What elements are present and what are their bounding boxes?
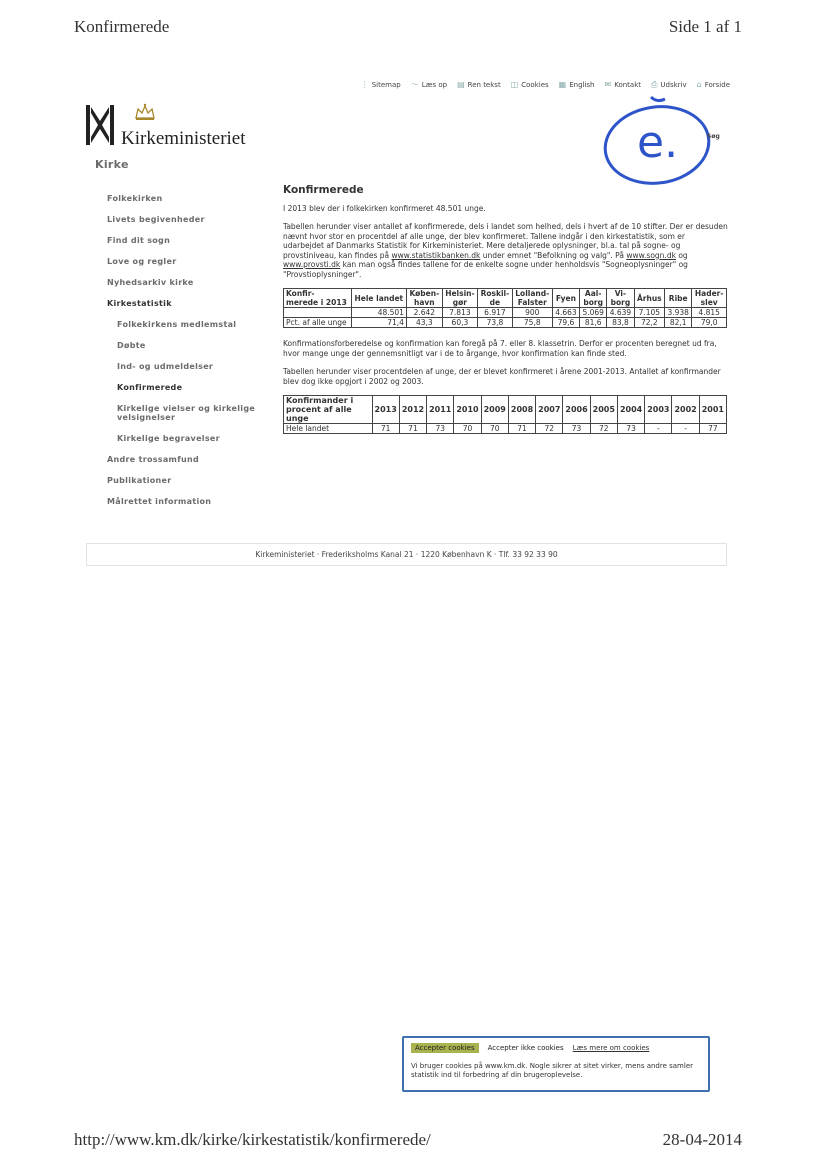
table-header-cell: 2007: [536, 396, 563, 424]
leftnav-item-livets-begivenheder[interactable]: Livets begivenheder: [107, 215, 205, 224]
table-cell: 83,8: [607, 318, 634, 328]
table-header-cell: 2006: [563, 396, 590, 424]
table-header-cell: Konfir- merede i 2013: [284, 289, 352, 308]
table-cell: -: [645, 424, 672, 434]
topnav-read-aloud[interactable]: 〜 Læs op: [410, 80, 448, 89]
table-cell: 60,3: [442, 318, 477, 328]
table-cell: Hele landet: [284, 424, 373, 434]
statistikbanken-link[interactable]: www.statistikbanken.dk: [391, 250, 481, 260]
home-icon: ⌂: [696, 80, 702, 89]
top-navigation: [361, 79, 730, 90]
leftnav-subitem-medlemstal[interactable]: Folkekirkens medlemstal: [117, 320, 237, 329]
leftnav-subitem-ind-og-udmeldelser[interactable]: Ind- og udmeldelser: [117, 362, 214, 371]
table-cell: 7.813: [442, 308, 477, 318]
table-header-cell: 2012: [399, 396, 426, 424]
table-cell: 71: [508, 424, 535, 434]
mail-icon: ✉: [604, 80, 612, 89]
site-logo[interactable]: [86, 103, 276, 151]
leftnav-item-kirkestatistik[interactable]: Kirkestatistik: [107, 299, 172, 308]
table-cell: 4.815: [692, 308, 727, 318]
table-header-cell: 2004: [617, 396, 644, 424]
table2-intro-paragraph: Tabellen herunder viser procentdelen af unge, der er blevet konfirmeret i årene 2001-2013. Antallet af konfirmander blev dog ikke opgjort i 2002 og 2003.: [283, 367, 721, 386]
crown-icon: [134, 103, 156, 121]
table-row: [284, 308, 727, 318]
table-cell: 4.639: [607, 308, 634, 318]
leftnav-item-publikationer[interactable]: Publikationer: [107, 476, 172, 485]
sogn-link[interactable]: www.sogn.dk: [626, 250, 676, 260]
speaker-icon: 〜: [410, 80, 419, 89]
cookie-info-link[interactable]: Læs mere om cookies: [572, 1044, 650, 1052]
intro-paragraph: I 2013 blev der i folkekirken konfirmeret 48.501 unge.: [283, 203, 486, 213]
table-cell: 81,6: [580, 318, 607, 328]
table-header-cell: Konfirmander i procent af alle unge: [284, 396, 373, 424]
logo-text: Kirkeministeriet: [121, 128, 246, 149]
svg-text:e.: e.: [637, 117, 679, 168]
table-header-cell: 2013: [372, 396, 399, 424]
table-cell: 7.105: [634, 308, 665, 318]
site-footer: Kirkeministeriet · Frederiksholms Kanal 21 · 1220 København K · Tlf. 33 92 33 90: [86, 543, 727, 566]
table-cell: 73,8: [478, 318, 513, 328]
cookie-icon: ◫: [510, 80, 519, 89]
print-footer-url: http://www.km.dk/kirke/kirkestatistik/konfirmerede/: [74, 1130, 431, 1149]
table-header-cell: 2003: [645, 396, 672, 424]
table-row: [284, 424, 727, 434]
table-cell: 4.663: [552, 308, 579, 318]
table-header-cell: Lolland- Falster: [512, 289, 552, 308]
print-footer-date: 28-04-2014: [662, 1130, 742, 1149]
table-cell: 73: [617, 424, 644, 434]
leftnav-item-folkekirken[interactable]: Folkekirken: [107, 194, 163, 203]
topnav-sitemap[interactable]: ⋮ Sitemap: [360, 80, 401, 89]
print-header-title: Konfirmerede: [74, 17, 170, 36]
table-cell: Pct. af alle unge: [284, 318, 352, 328]
table-cell: 70: [481, 424, 508, 434]
table-cell: 2.642: [406, 308, 442, 318]
left-navigation: [107, 194, 267, 518]
cookie-text: Vi bruger cookies på www.km.dk. Nogle sikrer at sitet virker, mens andre samler statistik ind til forbedring af din brugeroplevelse.: [411, 1062, 694, 1079]
leftnav-subitem-begravelser[interactable]: Kirkelige begravelser: [117, 434, 220, 443]
main-content: [283, 186, 728, 445]
topnav-cookies[interactable]: ◫ Cookies: [510, 80, 549, 89]
leftnav-item-nyhedsarkiv[interactable]: Nyhedsarkiv kirke: [107, 278, 194, 287]
table-cell: -: [672, 424, 699, 434]
flag-icon: ▦: [558, 80, 567, 89]
leftnav-subitem-vielser[interactable]: Kirkelige vielser og kirkelige velsignelser: [117, 404, 256, 422]
table-cell: 5.069: [580, 308, 607, 318]
table-header-cell: 2010: [454, 396, 481, 424]
table-cell: 6.917: [478, 308, 513, 318]
page-title: Konfirmerede: [283, 184, 364, 196]
search-link[interactable]: Søg: [707, 133, 720, 140]
table-cell: [284, 308, 352, 318]
text-icon: ▤: [457, 80, 465, 89]
leftnav-item-find-dit-sogn[interactable]: Find dit sogn: [107, 236, 171, 245]
topnav-english[interactable]: ▦ English: [558, 80, 595, 89]
cookie-banner: [402, 1036, 710, 1092]
reject-cookies-button[interactable]: Accepter ikke cookies: [487, 1044, 564, 1052]
table-header-cell: 2001: [699, 396, 726, 424]
table-cell: 900: [512, 308, 552, 318]
table-header-cell: Køben- havn: [406, 289, 442, 308]
table-cell: 73: [563, 424, 590, 434]
table-cell: 71: [372, 424, 399, 434]
table-header-cell: 2005: [590, 396, 617, 424]
leftnav-item-love-og-regler[interactable]: Love og regler: [107, 257, 177, 266]
accept-cookies-button[interactable]: Accepter cookies: [411, 1043, 479, 1053]
table-header-cell: Hele landet: [351, 289, 406, 308]
table-header-cell: Ribe: [665, 289, 692, 308]
table-header-cell: Fyen: [552, 289, 579, 308]
table-header-cell: Aal- borg: [580, 289, 607, 308]
table-cell: 82,1: [665, 318, 692, 328]
table-cell: 73: [427, 424, 454, 434]
topnav-plain-text[interactable]: ▤ Ren tekst: [457, 80, 501, 89]
provsti-link[interactable]: www.provsti.dk: [283, 260, 341, 269]
table-cell: 72: [590, 424, 617, 434]
table-header-cell: Hader- slev: [692, 289, 727, 308]
table-cell: 71: [399, 424, 426, 434]
leftnav-subitem-konfirmerede[interactable]: Konfirmerede: [117, 383, 183, 392]
confirmed-by-diocese-table: [283, 288, 727, 328]
topnav-print[interactable]: ⎙ Udskriv: [651, 79, 687, 89]
table-header-cell: Vi- borg: [607, 289, 634, 308]
logo-mark-icon: [86, 105, 114, 145]
table-header-cell: Roskil- de: [478, 289, 513, 308]
table-cell: 72,2: [634, 318, 665, 328]
table-cell: 79,0: [692, 318, 727, 328]
table-row: [284, 318, 727, 328]
section-title: Kirke: [95, 158, 129, 171]
table-cell: 3.938: [665, 308, 692, 318]
handwritten-annotation: [595, 95, 715, 190]
leftnav-item-andre-trossamfund[interactable]: Andre trossamfund: [107, 455, 199, 464]
print-header-page-count: Side 1 af 1: [668, 17, 742, 36]
percentage-by-year-table: [283, 395, 727, 434]
table-header-cell: 2002: [672, 396, 699, 424]
table-header-cell: Helsin- gør: [442, 289, 477, 308]
method-paragraph: Konfirmationsforberedelse og konfirmation kan foregå på 7. eller 8. klassetrin. Derfor er procenten beregnet ud fra, hvor mange unge der gennemsnitligt var i de to årgange, hvor konfirmation kan finde sted.: [283, 339, 717, 358]
table-header-cell: 2008: [508, 396, 535, 424]
table-cell: 71,4: [351, 318, 406, 328]
table-header-cell: Århus: [634, 289, 665, 308]
sitemap-icon: ⋮: [360, 80, 369, 89]
printer-icon: ⎙: [651, 79, 658, 89]
leftnav-subitem-doebte[interactable]: Døbte: [117, 341, 146, 350]
topnav-contact[interactable]: ✉ Kontakt: [604, 80, 641, 89]
table-cell: 79,6: [552, 318, 579, 328]
table-cell: 77: [699, 424, 726, 434]
description-paragraph: Tabellen herunder viser antallet af konfirmerede, dels i landet som helhed, dels i hvert af de 10 stifter. Der er desuden nævnt hvor stor en procentdel af alle unge, der blev konfirmeret. Tallene indgår i den kirkestatistik, som er udarbejdet af Danmarks Statistik for Kirkeministeriet. Mere detaljerede oplysninger, bl.a. tal på sogne- og provstiniveau, kan findes på www.statistikbanken.dk under emnet "Befolkning og valg". På www.sogn.dk og www.provsti.dk kan man også findes tallene for de enkelte sogne under henholdsvis "Sogneoplysninger" og "Provstioplysninger".: [283, 222, 728, 279]
leftnav-item-maalrettet-information[interactable]: Målrettet information: [107, 497, 212, 506]
table-cell: 72: [536, 424, 563, 434]
table-cell: 75,8: [512, 318, 552, 328]
table-header-cell: 2011: [427, 396, 454, 424]
table-header-cell: 2009: [481, 396, 508, 424]
table-cell: 43,3: [406, 318, 442, 328]
table-cell: 48.501: [351, 308, 406, 318]
topnav-home[interactable]: ⌂ Forside: [696, 80, 730, 89]
table-cell: 70: [454, 424, 481, 434]
